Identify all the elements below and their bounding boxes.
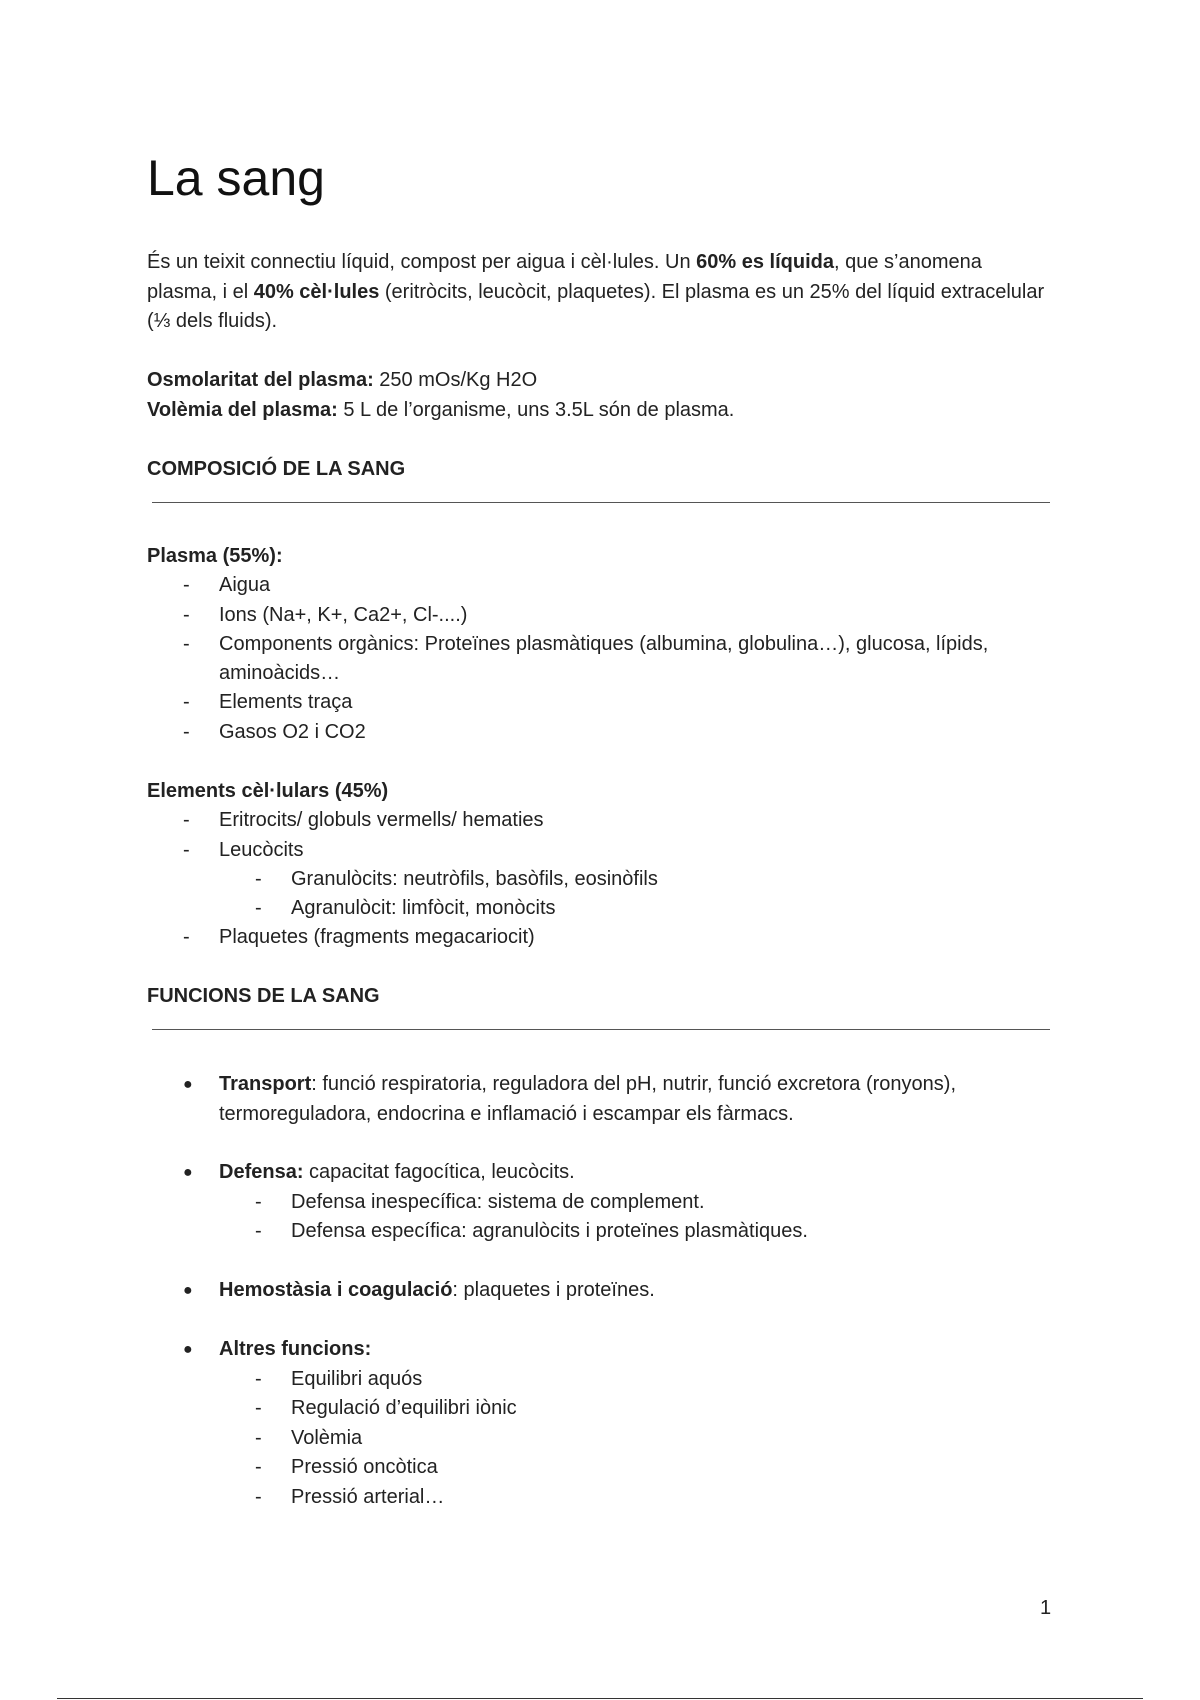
defensa-label: Defensa: xyxy=(219,1161,304,1183)
sub-list-item xyxy=(147,1483,1047,1513)
dash-marker: - xyxy=(183,574,190,597)
list-item xyxy=(147,688,1047,717)
dash-marker: - xyxy=(183,926,190,949)
altres-item xyxy=(147,1335,1047,1512)
list-item xyxy=(147,601,1047,630)
cells-section xyxy=(147,777,1047,953)
list-item-text: Agranulòcit: limfòcit, monòcits xyxy=(291,897,556,920)
transport-text: : funció respiratoria, reguladora del pH, nutrir, funció excretora (ronyons), termoreguladora, endocrina e inflamació i escampar els fàrmacs. xyxy=(219,1073,957,1125)
list-item-text: Pressió arterial… xyxy=(291,1485,445,1508)
divider-line xyxy=(152,502,1050,503)
sub-list-item xyxy=(147,1217,1047,1247)
page-bottom-rule xyxy=(57,1698,1143,1699)
list-item-text: Ions (Na+, K+, Ca2+, Cl-....) xyxy=(219,603,468,626)
plasma-section xyxy=(147,542,1047,747)
plasma-heading: Plasma (55%): xyxy=(147,545,283,567)
bullet-marker: ● xyxy=(183,1282,193,1299)
altres-label: Altres funcions: xyxy=(219,1338,372,1360)
dash-marker: - xyxy=(183,632,190,655)
list-item-text: Pressió oncòtica xyxy=(291,1456,438,1478)
sub-list-item xyxy=(147,1424,1047,1454)
defensa-text: capacitat fagocítica, leucòcits. xyxy=(303,1161,575,1183)
dash-marker: - xyxy=(255,867,262,890)
list-item xyxy=(147,806,1047,835)
dash-marker: - xyxy=(255,1190,262,1213)
volemia-value: 5 L de l’organisme, uns 3.5L són de plasma. xyxy=(337,398,735,421)
list-item-text: Leucòcits xyxy=(219,838,304,861)
volemia-label: Volèmia del plasma: xyxy=(147,398,338,421)
dash-marker: - xyxy=(183,720,190,743)
list-item-text: Granulòcits: neutròfils, basòfils, eosinòfils xyxy=(291,867,658,890)
list-item-text: Gasos O2 i CO2 xyxy=(219,720,366,743)
bullet-marker: ● xyxy=(183,1164,193,1181)
intro-text-1: És un teixit connectiu líquid, compost per aigua i cèl·lules. Un xyxy=(147,251,697,273)
list-item-text: Eritrocits/ globuls vermells/ hematies xyxy=(219,809,544,832)
dash-marker: - xyxy=(183,838,190,861)
dash-marker: - xyxy=(255,1367,262,1390)
list-item xyxy=(147,836,1047,865)
sub-list-item xyxy=(147,894,1047,923)
list-item-text: Volèmia xyxy=(291,1426,363,1449)
sub-list-item xyxy=(147,1365,1047,1395)
list-item xyxy=(147,1276,1047,1306)
list-item-text: Plaquetes (fragments megacariocit) xyxy=(219,926,535,949)
list-item-text: Equilibri aquós xyxy=(291,1367,423,1390)
intro-text-2: , que s’anomena plasma, i el xyxy=(147,251,982,303)
plasma-properties xyxy=(147,366,1047,425)
list-item xyxy=(147,630,1047,689)
transport-label: Transport xyxy=(219,1073,312,1095)
sub-list-item xyxy=(147,1453,1047,1483)
intro-bold-cells: 40% cèl·lules xyxy=(253,280,380,303)
sub-list-item xyxy=(147,1188,1047,1218)
divider-line xyxy=(152,1029,1050,1030)
osmolaritat-label: Osmolaritat del plasma: xyxy=(147,369,374,391)
list-item-text: Components orgànics: Proteïnes plasmàtiques (albumina, globulina…), glucosa, lípids, aminoàcids… xyxy=(219,632,989,685)
bullet-marker: ● xyxy=(183,1341,193,1358)
intro-text-3: (eritròcits, leucòcit, plaquetes). El plasma es un 25% del líquid extracelular (⅓ dels fluids). xyxy=(147,280,1045,332)
dash-marker: - xyxy=(255,897,262,920)
list-item xyxy=(147,923,1047,952)
list-item-text: Elements traça xyxy=(219,691,353,714)
bullet-marker: ● xyxy=(183,1076,193,1093)
list-item-text: Aigua xyxy=(219,574,271,597)
osmolaritat-value: 250 mOs/Kg H2O xyxy=(373,369,538,391)
list-item-text: Defensa inespecífica: sistema de complement. xyxy=(291,1190,705,1213)
list-item-text: Defensa específica: agranulòcits i proteïnes plasmàtiques. xyxy=(291,1220,808,1242)
dash-marker: - xyxy=(255,1456,262,1478)
page-number: 1 xyxy=(1040,1597,1052,1619)
dash-marker: - xyxy=(183,603,190,626)
sub-list-item xyxy=(147,865,1047,894)
hemostasia-label: Hemostàsia i coagulació xyxy=(219,1279,453,1301)
sub-list-item xyxy=(147,1394,1047,1424)
dash-marker: - xyxy=(255,1397,262,1419)
dash-marker: - xyxy=(255,1426,262,1449)
cells-heading: Elements cèl·lulars (45%) xyxy=(147,780,389,802)
defensa-item xyxy=(147,1158,1047,1247)
list-item-text: Regulació d’equilibri iònic xyxy=(291,1397,517,1419)
transport-item xyxy=(147,1070,1047,1129)
list-item xyxy=(147,1070,1047,1129)
hemostasia-item xyxy=(147,1276,1047,1306)
list-item xyxy=(147,1335,1047,1365)
composicio-heading: COMPOSICIÓ DE LA SANG xyxy=(147,458,406,480)
dash-marker: - xyxy=(183,809,190,832)
list-item xyxy=(147,1158,1047,1188)
dash-marker: - xyxy=(255,1485,262,1508)
list-item xyxy=(147,571,1047,600)
hemostasia-text: : plaquetes i proteïnes. xyxy=(452,1279,655,1301)
page-title: La sang xyxy=(147,150,325,206)
dash-marker: - xyxy=(183,691,190,714)
intro-paragraph xyxy=(147,248,1047,337)
list-item xyxy=(147,718,1047,747)
intro-bold-liquid: 60% es líquida xyxy=(696,251,835,273)
dash-marker: - xyxy=(255,1220,262,1242)
funcions-heading: FUNCIONS DE LA SANG xyxy=(147,985,380,1007)
